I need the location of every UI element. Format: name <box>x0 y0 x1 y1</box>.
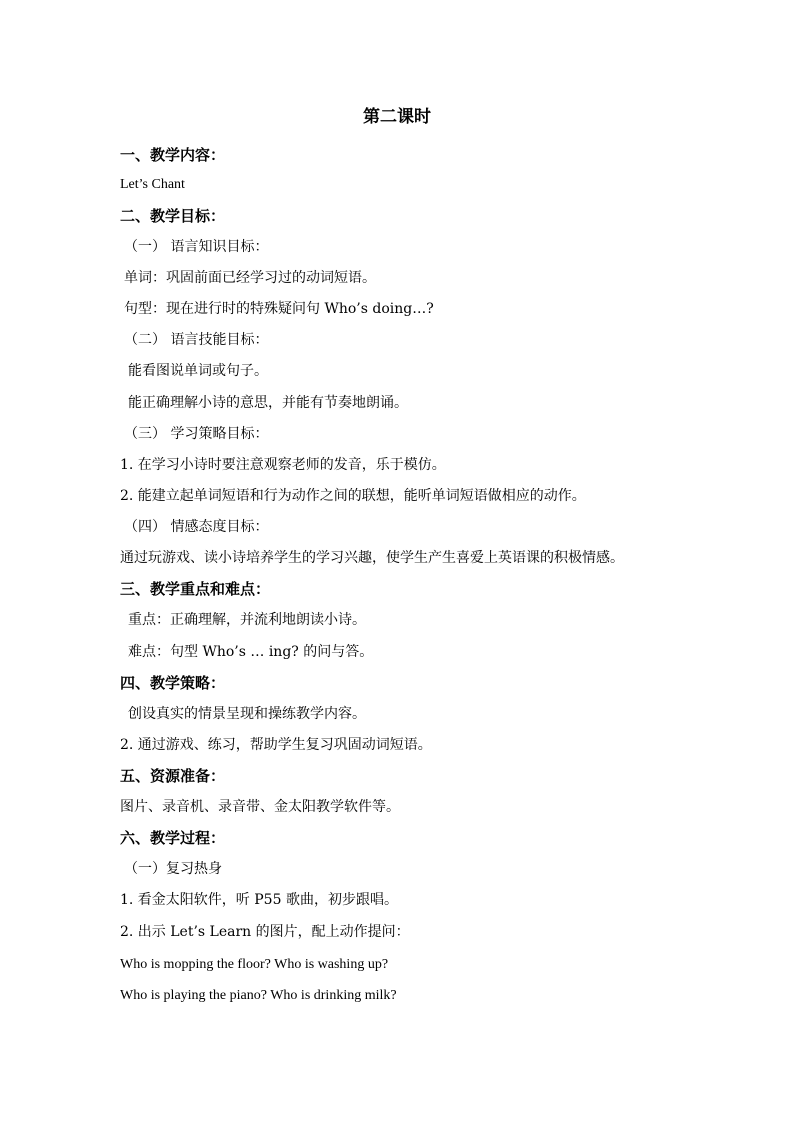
subheading-line: （四） 情感态度目标： <box>124 519 269 535</box>
subheading-line: （一）复习热身 <box>124 861 222 877</box>
text-line: Who is playing the piano? Who is drinking milk? <box>120 988 397 1003</box>
text-line: Let’s Chant <box>120 177 185 192</box>
text-line: 2. 能建立起单词短语和行为动作之间的联想，能听单词短语做相应的动作。 <box>120 488 586 504</box>
text-line: 重点：正确理解，并流利地朗读小诗。 <box>128 612 366 628</box>
section-heading-teaching-content: 一、教学内容： <box>120 146 226 164</box>
section-heading-teaching-strategy: 四、教学策略： <box>120 674 226 692</box>
text-line: 2. 通过游戏、练习，帮助学生复习巩固动词短语。 <box>120 737 432 753</box>
text-line: 2. 出示 Let’s Learn 的图片，配上动作提问： <box>120 924 410 940</box>
text-line: 1. 在学习小诗时要注意观察老师的发音，乐于模仿。 <box>120 457 446 473</box>
page-title: 第二课时 <box>363 107 431 127</box>
text-line: 单词：巩固前面已经学习过的动词短语。 <box>124 270 376 286</box>
text-line: Who is mopping the floor? Who is washing up? <box>120 957 389 972</box>
subheading-line: （三） 学习策略目标： <box>124 426 269 442</box>
text-line: 难点：句型 Who’s … ing? 的问与答。 <box>128 644 374 660</box>
section-heading-resources: 五、资源准备： <box>120 767 226 785</box>
text-line: 1. 看金太阳软件，听 P55 歌曲，初步跟唱。 <box>120 892 398 908</box>
section-heading-key-points: 三、教学重点和难点： <box>120 580 271 598</box>
section-heading-teaching-goals: 二、教学目标： <box>120 207 226 225</box>
subheading-line: （二） 语言技能目标： <box>124 332 269 348</box>
text-line: 图片、录音机、录音带、金太阳教学软件等。 <box>120 799 400 815</box>
text-line: 能看图说单词或句子。 <box>128 363 268 379</box>
subheading-line: （一） 语言知识目标： <box>124 239 269 255</box>
text-line: 通过玩游戏、读小诗培养学生的学习兴趣，使学生产生喜爱上英语课的积极情感。 <box>120 550 624 566</box>
section-heading-teaching-process: 六、教学过程： <box>120 829 226 847</box>
text-line: 能正确理解小诗的意思，并能有节奏地朗诵。 <box>128 395 408 411</box>
text-line: 句型：现在进行时的特殊疑问句 Who’s doing…? <box>124 301 434 317</box>
text-line: 创设真实的情景呈现和操练教学内容。 <box>128 706 366 722</box>
